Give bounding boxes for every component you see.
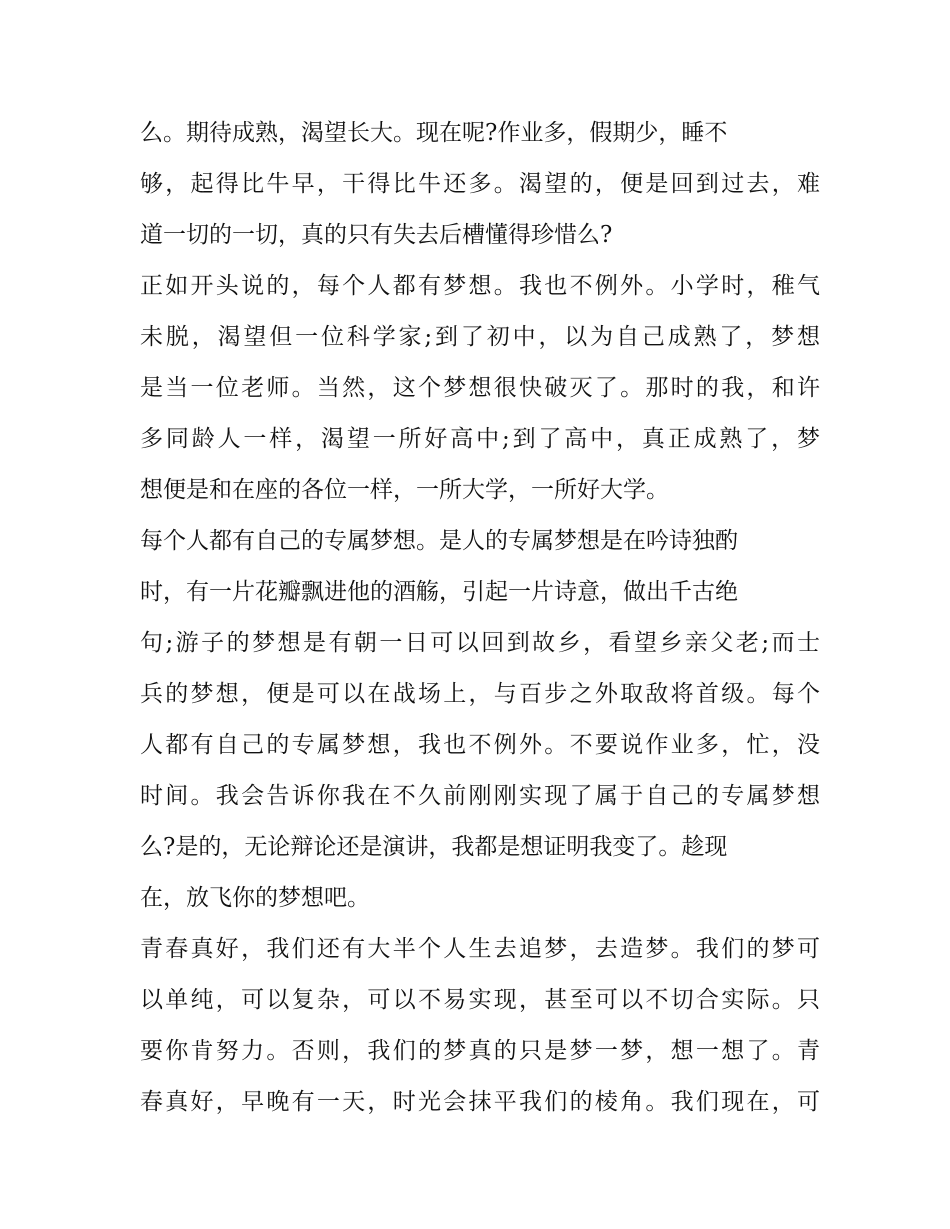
text-line: 么?是的，无论辩论还是演讲，我都是想证明我变了。趁现 bbox=[140, 834, 728, 860]
text-line: 够，起得比牛早，干得比牛还多。渴望的，便是回到过去，难 bbox=[140, 171, 820, 197]
text-line: 时，有一片花瓣飘进他的酒觞，引起一片诗意，做出千古绝 bbox=[140, 579, 738, 605]
text-line: 么。期待成熟，渴望长大。现在呢?作业多，假期少，睡不 bbox=[140, 120, 728, 146]
text-line: 青春真好，我们还有大半个人生去追梦，去造梦。我们的梦可 bbox=[140, 936, 820, 962]
text-line: 是当一位老师。当然，这个梦想很快破灭了。那时的我，和许 bbox=[140, 375, 820, 401]
text-line: 多同龄人一样，渴望一所好高中;到了高中，真正成熟了，梦 bbox=[140, 426, 820, 452]
text-line: 句;游子的梦想是有朝一日可以回到故乡，看望乡亲父老;而士 bbox=[140, 630, 820, 656]
text-line: 春真好，早晚有一天，时光会抹平我们的棱角。我们现在，可 bbox=[140, 1089, 820, 1115]
text-line: 想便是和在座的各位一样，一所大学，一所好大学。 bbox=[140, 477, 669, 503]
text-line: 时间。我会告诉你我在不久前刚刚实现了属于自己的专属梦想 bbox=[140, 783, 820, 809]
text-line: 要你肯努力。否则，我们的梦真的只是梦一梦，想一想了。青 bbox=[140, 1038, 820, 1064]
text-line: 未脱，渴望但一位科学家;到了初中，以为自己成熟了，梦想 bbox=[140, 324, 820, 350]
text-line: 在，放飞你的梦想吧。 bbox=[140, 885, 370, 911]
text-line: 道一切的一切，真的只有失去后槽懂得珍惜么? bbox=[140, 222, 613, 248]
text-line: 以单纯，可以复杂，可以不易实现，甚至可以不切合实际。只 bbox=[140, 987, 820, 1013]
text-line: 人都有自己的专属梦想，我也不例外。不要说作业多，忙，没 bbox=[140, 732, 820, 758]
text-line: 兵的梦想，便是可以在战场上，与百步之外取敌将首级。每个 bbox=[140, 681, 820, 707]
body-text bbox=[140, 108, 820, 1128]
text-line: 正如开头说的，每个人都有梦想。我也不例外。小学时，稚气 bbox=[140, 273, 820, 299]
text-line: 每个人都有自己的专属梦想。是人的专属梦想是在吟诗独酌 bbox=[140, 528, 738, 554]
